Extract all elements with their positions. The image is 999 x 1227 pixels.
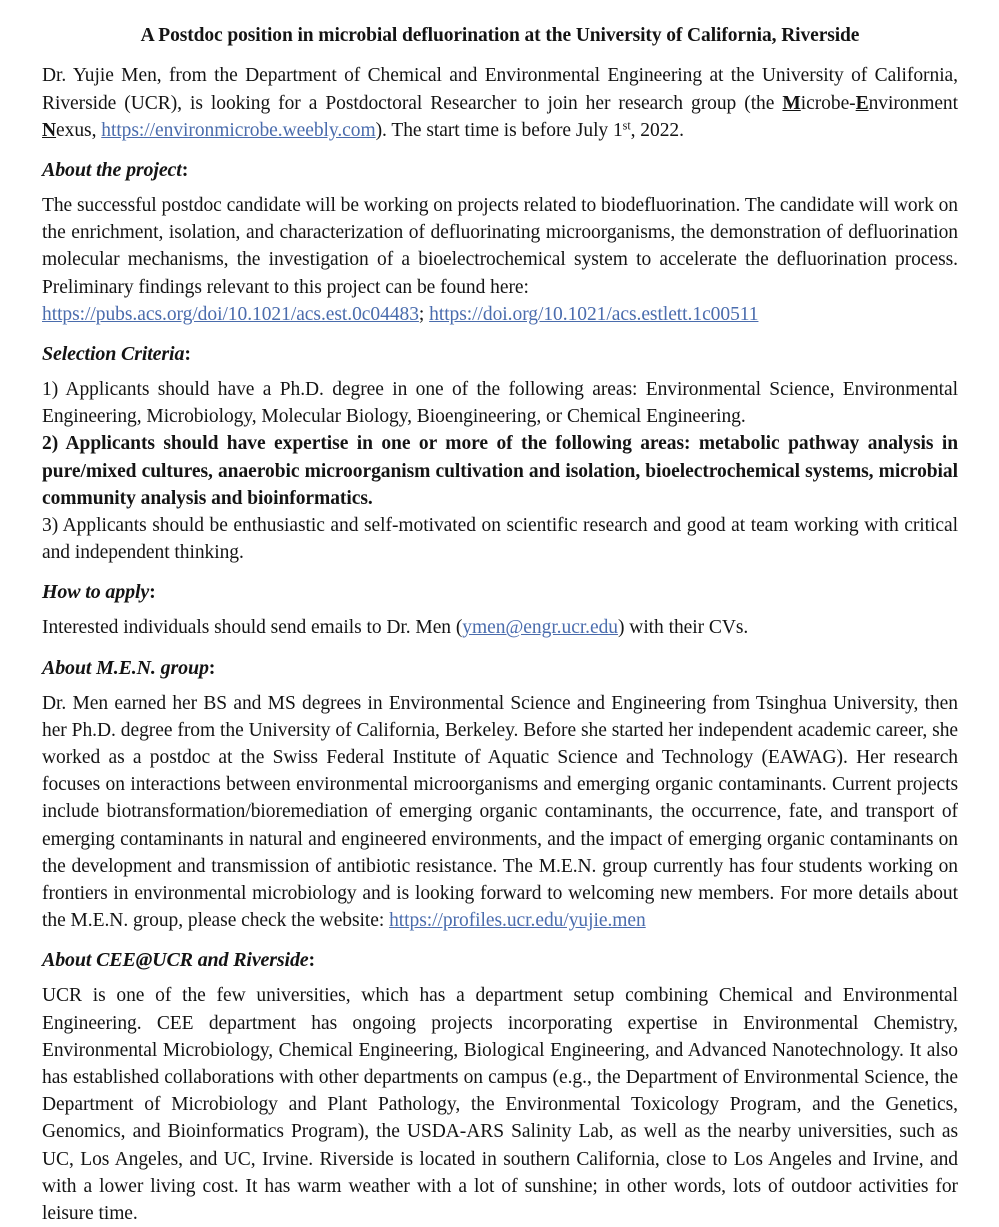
weebly-group-link[interactable]: https://environmicrobe.weebly.com — [101, 119, 376, 141]
intro-text-part1: Dr. Yujie Men, from the Department of Chemical and Environmental Engineering at the University of California, Riverside (UCR), is looking for a Postdoctoral Researcher to join her research group (the — [42, 65, 958, 114]
pubs-acs-link[interactable]: https://pubs.acs.org/doi/10.1021/acs.est.0c04483 — [42, 303, 419, 325]
nexus-text-nexus: exus, — [56, 119, 102, 141]
section-heading-label: Selection Criteria — [42, 343, 185, 365]
section-heading-colon: : — [308, 949, 316, 972]
section-heading-label: About CEE@UCR and Riverside — [42, 949, 309, 972]
ordinal-suffix: st — [622, 118, 631, 133]
apply-paragraph — [42, 614, 958, 641]
section-heading-colon: : — [149, 581, 156, 604]
section-heading-colon: : — [208, 656, 216, 679]
section-heading-label: About the project — [42, 158, 182, 181]
men-group-paragraph — [42, 690, 958, 935]
intro-text-part3: , 2022. — [630, 119, 684, 141]
section-heading-label: About M.E.N. group — [42, 656, 209, 679]
nexus-text-microbe: icrobe- — [800, 92, 856, 114]
contact-email-link[interactable]: ymen@engr.ucr.edu — [462, 617, 619, 639]
doi-org-link[interactable]: https://doi.org/10.1021/acs.estlett.1c00511 — [429, 303, 759, 325]
project-links-line — [42, 301, 958, 328]
nexus-initial-m: M — [782, 92, 801, 114]
page-title: A Postdoc position in microbial defluorination at the University of California, Riverside — [140, 25, 860, 46]
profiles-ucr-link[interactable]: https://profiles.ucr.edu/yujie.men — [389, 910, 646, 932]
nexus-initial-n: N — [42, 119, 57, 141]
section-heading-about-cee-ucr-riverside — [42, 947, 958, 973]
link-separator: ; — [418, 303, 430, 325]
intro-paragraph — [42, 62, 958, 144]
section-heading-colon: : — [181, 158, 189, 181]
section-heading-how-to-apply — [42, 579, 958, 605]
apply-text-before: Interested individuals should send emails to Dr. Men ( — [42, 617, 463, 639]
intro-text-part2: ). The start time is before July 1 — [375, 119, 623, 141]
ucr-riverside-paragraph: UCR is one of the few universities, which has a department setup combining Chemical and Environmental Engineering. CEE department has ongoing projects incorporating expertise in Environmental Chemistry, Environmental Microbiology, Chemical Engineering, Biological Engineering, and Advanced Nanotechnology. It also has established collaborations with other departments on campus (e.g., the Department of Environmental Science, the Department of Microbiology and Plant Pathology, the Environmental Toxicology Program, and the Genetics, Genomics, and Bioinformatics Program), the USDA-ARS Salinity Lab, as well as the nearby universities, such as UC, Los Angeles, and UC, Irvine. Riverside is located in southern California, close to Los Angeles and Irvine, and with a lower living cost. It has warm weather with a lot of sunshine; in other words, lots of outdoor activities for leisure time. — [42, 985, 958, 1225]
criteria-item-2: 2) Applicants should have expertise in one or more of the following areas: metabolic pathway analysis in pure/mixed cultures, anaerobic microorganism cultivation and isolation, bioelectrochemical systems, microbial community analysis and bioinformatics. — [42, 433, 958, 509]
project-paragraph: The successful postdoc candidate will be working on projects related to biodefluorination. The candidate will work on the enrichment, isolation, and characterization of defluorinating microorganisms, the demonstration of defluorination molecular mechanisms, the investigation of a bioelectrochemical system to accelerate the defluorination process. Preliminary findings relevant to this project can be found here: — [42, 194, 958, 298]
nexus-text-environment: nvironment — [868, 92, 958, 114]
section-heading-about-the-project — [42, 157, 958, 183]
apply-text-after: ) with their CVs. — [618, 617, 749, 639]
section-heading-selection-criteria — [42, 341, 958, 367]
section-heading-about-men-group — [42, 655, 958, 681]
section-heading-colon: : — [184, 343, 191, 365]
criteria-item-1: 1) Applicants should have a Ph.D. degree in one of the following areas: Environmental Science, Environmental Engineering, Microbiology, Molecular Biology, Bioengineering, or Chemical Engineering. — [42, 379, 958, 428]
nexus-initial-e: E — [855, 92, 869, 114]
men-group-text: Dr. Men earned her BS and MS degrees in Environmental Science and Engineering from Tsinghua University, then her Ph.D. degree from the University of California, Berkeley. Before she started her independent academic career, she worked as a postdoc at the Swiss Federal Institute of Aquatic Science and Technology (EAWAG). Her research focuses on interactions between environmental microorganisms and emerging organic contaminants. Current projects include biotransformation/bioremediation of emerging organic contaminants, the occurrence, fate, and transport of emerging contaminants in natural and engineered environments, and the impact of emerging organic contaminants on the development and transmission of antibiotic resistance. The M.E.N. group currently has four students working on frontiers in environmental microbiology and is looking forward to welcoming new members. For more details about the M.E.N. group, please check the website: — [42, 692, 958, 932]
section-heading-label: How to apply — [42, 581, 150, 604]
criteria-item-3: 3) Applicants should be enthusiastic and self-motivated on scientific research and good at team working with critical and independent thinking. — [42, 515, 958, 564]
